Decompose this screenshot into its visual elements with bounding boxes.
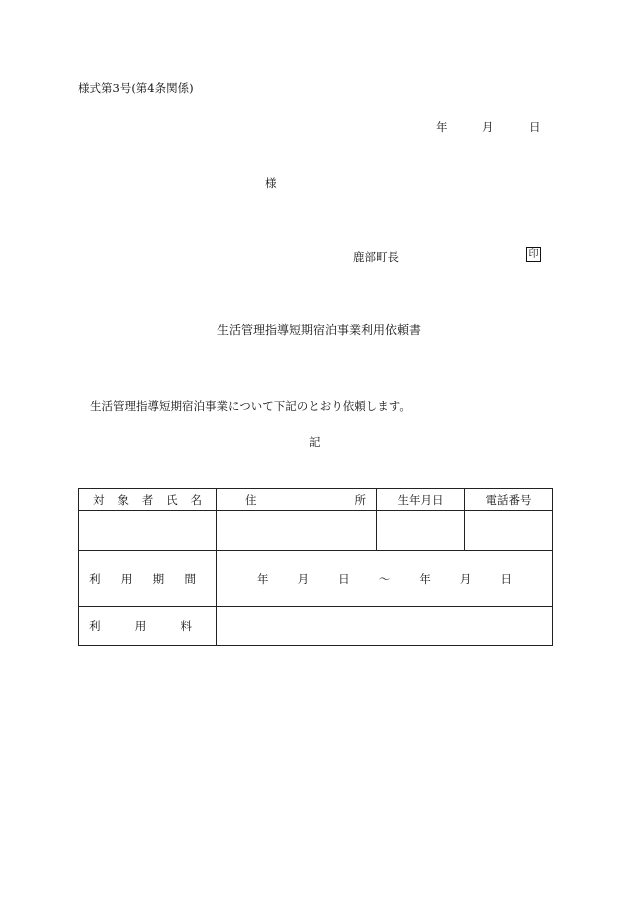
- addressee-suffix: 様: [265, 176, 277, 190]
- form-number: 様式第3号(第4条関係): [78, 81, 194, 95]
- date-month: 月: [482, 120, 494, 134]
- phone-field[interactable]: [465, 511, 553, 551]
- body-text: 生活管理指導短期宿泊事業について下記のとおり依頼します。: [90, 399, 411, 413]
- request-table: [78, 488, 553, 646]
- document-title: 生活管理指導短期宿泊事業利用依頼書: [217, 323, 422, 337]
- ki-label: 記: [309, 435, 321, 449]
- fee-row: [79, 607, 553, 646]
- fee-label: 利 用 料: [79, 607, 217, 646]
- period-field[interactable]: 年 月 日 ～ 年 月 日: [217, 551, 553, 607]
- fee-field[interactable]: [217, 607, 553, 646]
- address-field[interactable]: [217, 511, 377, 551]
- table-row: [79, 511, 553, 551]
- period-label: 利 用 期 間: [79, 551, 217, 607]
- table-header-row: [79, 489, 553, 511]
- header-address: 住 所: [217, 489, 377, 511]
- date-year: 年: [436, 120, 448, 134]
- date-day: 日: [529, 120, 541, 134]
- name-field[interactable]: [79, 511, 217, 551]
- seal-mark: 印: [526, 247, 541, 262]
- sender-name: 鹿部町長: [353, 250, 399, 264]
- header-name: 対 象 者 氏 名: [79, 489, 217, 511]
- header-phone: 電話番号: [465, 489, 553, 511]
- header-birthdate: 生年月日: [377, 489, 465, 511]
- birthdate-field[interactable]: [377, 511, 465, 551]
- period-row: [79, 551, 553, 607]
